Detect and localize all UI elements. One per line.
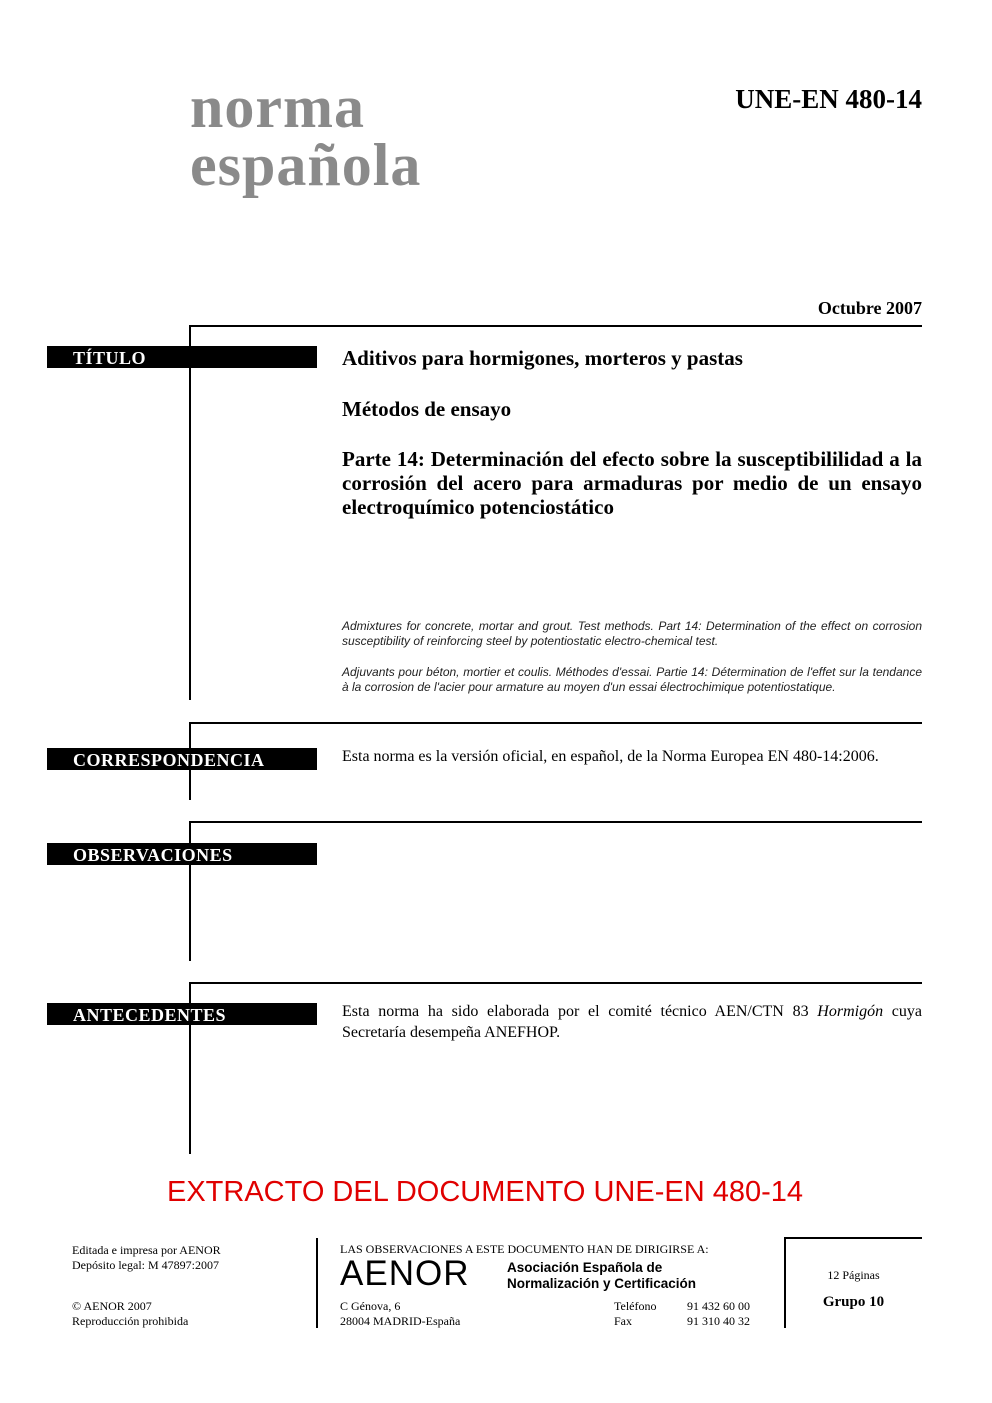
footer-reproduccion: Reproducción prohibida <box>72 1314 189 1328</box>
correspondencia-label: CORRESPONDENCIA <box>47 748 317 770</box>
extract-watermark: EXTRACTO DEL DOCUMENTO UNE-EN 480-14 <box>167 1176 803 1208</box>
aenor-association: Asociación Española de Normalización y Certificación <box>507 1260 697 1291</box>
footer-fax: 91 310 40 32 <box>687 1314 750 1328</box>
observaciones-side-rule <box>189 821 191 961</box>
footer-box-top-rule <box>785 1237 922 1239</box>
footer-address1: C Génova, 6 <box>340 1299 401 1313</box>
title-line2: Métodos de ensayo <box>342 397 512 421</box>
aenor-logo-text: AENOR <box>340 1254 470 1293</box>
footer-address2: 28004 MADRID-España <box>340 1314 461 1328</box>
brand-title <box>190 74 422 198</box>
footer-grupo: Grupo 10 <box>822 1294 885 1310</box>
footer-copyright: © AENOR 2007 <box>72 1299 152 1313</box>
titulo-side-rule <box>189 325 191 700</box>
titulo-top-rule <box>190 325 922 327</box>
publication-date: Octubre 2007 <box>817 298 922 318</box>
footer-deposito: Depósito legal: M 47897:2007 <box>72 1258 219 1272</box>
observaciones-top-rule <box>190 821 922 823</box>
antecedentes-top-rule <box>190 982 922 984</box>
correspondencia-top-rule <box>190 722 922 724</box>
title-line1: Aditivos para hormigones, morteros y pastas <box>342 346 743 370</box>
footer-divider-left <box>316 1238 318 1328</box>
footer-observaciones: LAS OBSERVACIONES A ESTE DOCUMENTO HAN DE DIRIGIRSE A: <box>340 1242 709 1256</box>
observaciones-label: OBSERVACIONES <box>47 843 317 865</box>
title-line3: Parte 14: Determinación del efecto sobre la susceptibililidad a la corrosión del acero para armaduras por medio de un ensayo electroquímico potenciostático <box>342 447 922 519</box>
footer-fax-label: Fax <box>614 1314 632 1328</box>
brand-line2: española <box>190 132 422 198</box>
footer-paginas: 12 Páginas <box>827 1268 880 1282</box>
standard-code: UNE-EN 480-14 <box>735 84 922 114</box>
brand-line1: norma <box>190 74 365 140</box>
footer-telefono: 91 432 60 00 <box>687 1299 750 1313</box>
antecedentes-label: ANTECEDENTES <box>47 1003 317 1025</box>
footer-edited: Editada e impresa por AENOR <box>72 1243 221 1257</box>
title-english: Admixtures for concrete, mortar and grout. Test methods. Part 14: Determination of the effect on corrosion susceptibility of reinforcing steel by potentiostatic electro-chemical test. <box>342 619 922 648</box>
footer-telefono-label: Teléfono <box>614 1299 657 1313</box>
antecedentes-text: Esta norma ha sido elaborada por el comité técnico AEN/CTN 83 Hormigón cuya Secretaría desempeña ANEFHOP. <box>342 1003 922 1041</box>
title-french: Adjuvants pour béton, mortier et coulis. Méthodes d'essai. Partie 14: Détermination de l'effet sur la tendance à la corrosion de l'acier pour armature au moyen d'un essai électrochimique potentiostatique. <box>342 665 922 694</box>
correspondencia-text: Esta norma es la versión oficial, en español, de la Norma Europea EN 480-14:2006. <box>342 748 879 765</box>
titulo-label: TÍTULO <box>47 346 317 368</box>
